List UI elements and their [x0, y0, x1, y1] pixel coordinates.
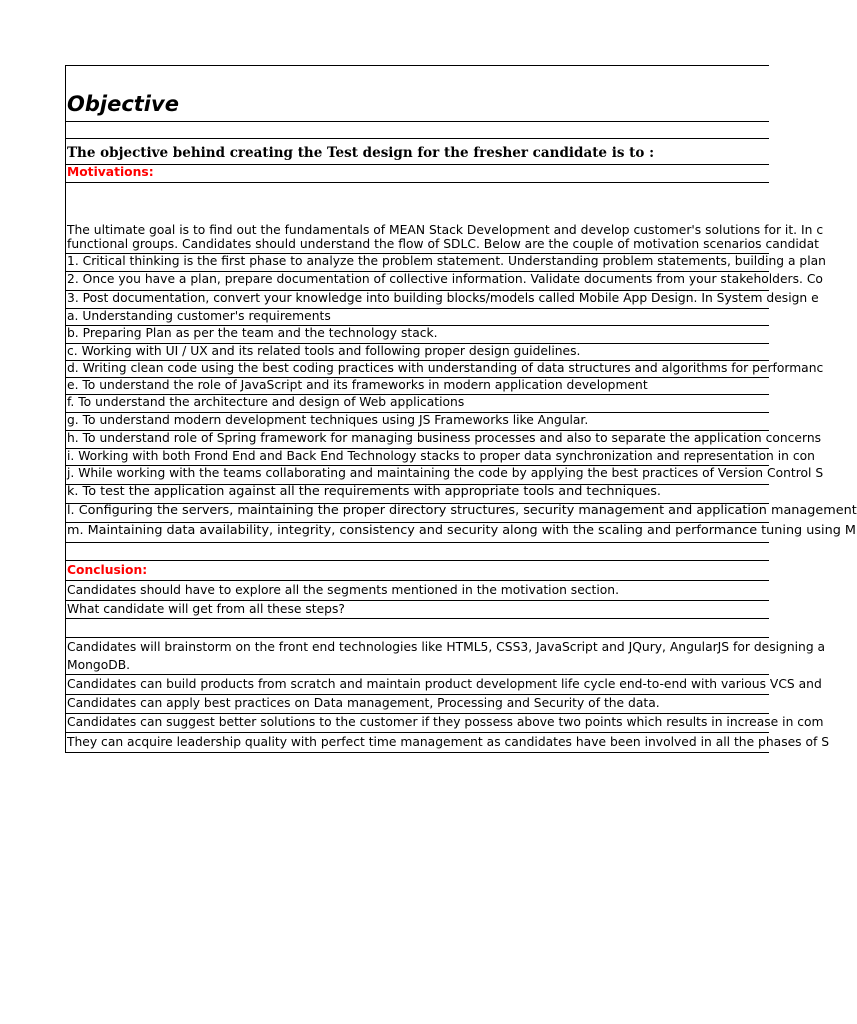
list-item: k. To test the application against all the requirements with appropriate tools and techniques. [66, 485, 769, 504]
intro-line-2: functional groups. Candidates should understand the flow of SDLC. Below are the couple of motivation scenarios candidat [67, 237, 819, 251]
list-item: i. Working with both Frond End and Back End Technology stacks to proper data synchronization and representation in con [66, 449, 769, 466]
list-item: h. To understand role of Spring framework for managing business processes and also to separate the application concerns [66, 431, 769, 449]
intro-cell [66, 183, 824, 254]
list-item: 3. Post documentation, convert your knowledge into building blocks/models called Mobile App Design. In System design e [66, 291, 769, 309]
list-item: e. To understand the role of JavaScript and its frameworks in modern application development [66, 378, 769, 395]
list-item: Candidates can apply best practices on Data management, Processing and Security of the data. [66, 695, 769, 714]
list-item: c. Working with UI / UX and its related tools and following proper design guidelines. [66, 344, 769, 361]
page-title: Objective [67, 92, 179, 116]
list-item: Candidates should have to explore all the segments mentioned in the motivation section. [66, 581, 769, 601]
subtitle: The objective behind creating the Test design for the fresher candidate is to : [67, 145, 655, 161]
list-item: j. While working with the teams collaborating and maintaining the code by applying the best practices of Version Control S [66, 466, 769, 485]
list-item: l. Configuring the servers, maintaining the proper directory structures, security management and application management [66, 504, 769, 523]
list-item: 1. Critical thinking is the first phase to analyze the problem statement. Understanding problem statements, building a plan [66, 254, 769, 272]
title-cell [66, 66, 769, 122]
list-item: b. Preparing Plan as per the team and the technology stack. [66, 326, 769, 344]
list-item: f. To understand the architecture and design of Web applications [66, 395, 769, 413]
conclusion-label: Conclusion: [67, 563, 148, 577]
list-item: a. Understanding customer's requirements [66, 309, 769, 326]
outcome-line-2: MongoDB. [67, 658, 131, 672]
list-item: What candidate will get from all these steps? [66, 601, 769, 619]
outcome-line-1: Candidates will brainstorm on the front end technologies like HTML5, CSS3, JavaScript and JQury, AngularJS for designing a [67, 640, 826, 654]
list-item: 2. Once you have a plan, prepare documentation of collective information. Validate documents from your stakeholders. Co [66, 272, 769, 291]
motivations-label: Motivations: [67, 165, 154, 179]
empty-row [66, 619, 769, 638]
subtitle-cell [66, 139, 769, 165]
list-item: Candidates can build products from scratch and maintain product development life cycle end-to-end with various VCS and [66, 675, 769, 695]
outcome-cell [66, 638, 826, 675]
list-item: d. Writing clean code using the best coding practices with understanding of data structures and algorithms for performanc [66, 361, 769, 378]
conclusion-header-cell [66, 561, 769, 581]
intro-line-1: The ultimate goal is to find out the fundamentals of MEAN Stack Development and develop customer's solutions for it. In c [67, 223, 824, 237]
motivations-header-cell [66, 165, 769, 183]
empty-row [66, 543, 769, 561]
list-item: g. To understand modern development techniques using JS Frameworks like Angular. [66, 413, 769, 431]
empty-row [66, 122, 769, 139]
list-item: m. Maintaining data availability, integrity, consistency and security along with the scaling and performance tuning using M [66, 523, 769, 543]
list-item: They can acquire leadership quality with perfect time management as candidates have been involved in all the phases of S [66, 733, 769, 753]
list-item: Candidates can suggest better solutions to the customer if they possess above two points which results in increase in com [66, 714, 769, 733]
spreadsheet-grid [65, 65, 857, 753]
